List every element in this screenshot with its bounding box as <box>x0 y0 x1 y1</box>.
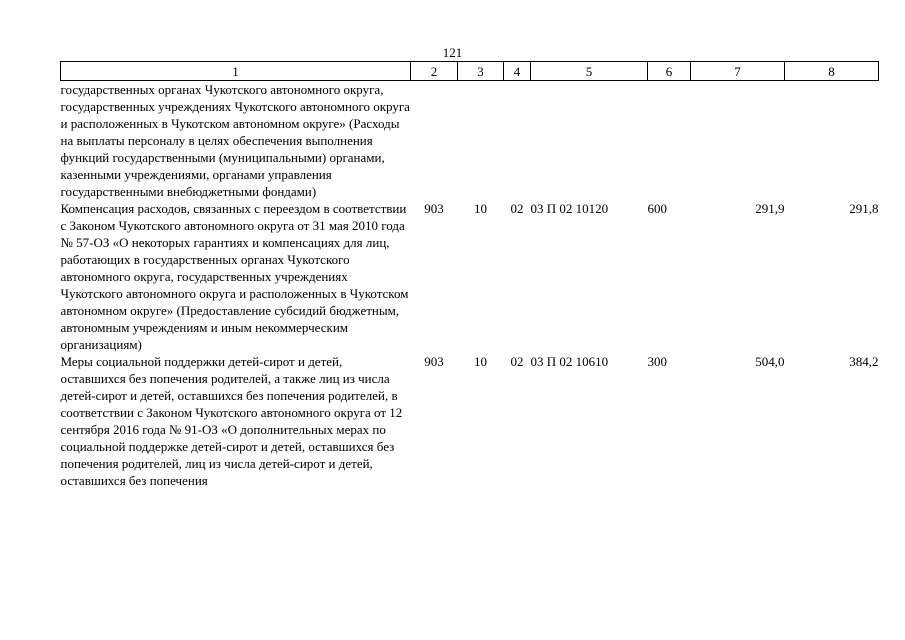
subsection-code <box>504 81 531 201</box>
fact-amount <box>785 81 879 201</box>
target-article-code: 03 П 02 10610 <box>530 354 609 369</box>
fact-amount: 291,8 <box>849 201 879 216</box>
row-description: государственных органах Чукотского автономного округа, государственных учреждениях Чукотского автономного округа и расположенных в Чукотском автономном округе» (Расходы на выплаты персоналу в целях обеспечения выполнения функций государственными (муниципальными) органами, казенными учреждениями, органами управления государственными внебюджетными фондами) <box>60 82 410 199</box>
section-code: 10 <box>474 201 487 216</box>
budget-table <box>60 61 879 489</box>
subsection-code: 02 <box>510 354 524 369</box>
fact-amount: 384,2 <box>849 354 879 369</box>
target-article-code <box>531 81 648 201</box>
expense-type-code: 600 <box>647 201 667 216</box>
table-row <box>61 200 879 353</box>
table-row <box>61 353 879 489</box>
expense-type-code: 300 <box>647 354 667 369</box>
column-header: 5 <box>531 62 648 81</box>
column-header: 1 <box>61 62 411 81</box>
table-header-row <box>61 62 879 81</box>
column-header: 2 <box>411 62 458 81</box>
section-code <box>458 81 504 201</box>
ministry-code <box>411 81 458 201</box>
plan-amount <box>691 81 785 201</box>
table-row <box>61 81 879 201</box>
page-number: 121 <box>442 45 463 60</box>
column-header: 7 <box>691 62 785 81</box>
section-code: 10 <box>474 354 487 369</box>
plan-amount: 291,9 <box>755 201 785 216</box>
target-article-code: 03 П 02 10120 <box>530 201 609 216</box>
column-header: 6 <box>648 62 691 81</box>
plan-amount: 504,0 <box>755 354 785 369</box>
column-header: 8 <box>785 62 879 81</box>
subsection-code: 02 <box>510 201 524 216</box>
column-header: 3 <box>458 62 504 81</box>
expense-type-code <box>648 81 691 201</box>
row-description: Меры социальной поддержки детей-сирот и детей, оставшихся без попечения родителей, а также лиц из числа детей-сирот и детей, оставшихся без попечения родителей, в соответствии с Законом Чукотского автономного округа от 12 сентября 2016 года № 91-ОЗ «О дополнительных мерах по социальной поддержке детей-сирот и детей, оставшихся без попечения родителей, лиц из числа детей-сирот и детей, оставшихся без попечения <box>60 354 403 488</box>
ministry-code: 903 <box>424 201 444 216</box>
ministry-code: 903 <box>424 354 444 369</box>
column-header: 4 <box>504 62 531 81</box>
row-description: Компенсация расходов, связанных с переездом в соответствии с Законом Чукотского автономного округа от 31 мая 2010 года № 57-ОЗ «О некоторых гарантиях и компенсациях для лиц, работающих в государственных органах Чукотского автономного округа, государственных учреждениях Чукотского автономного округа и расположенных в Чукотском автономном округе» (Предоставление субсидий бюджетным, автономным учреждениям и иным некоммерческим организациям) <box>60 201 409 352</box>
